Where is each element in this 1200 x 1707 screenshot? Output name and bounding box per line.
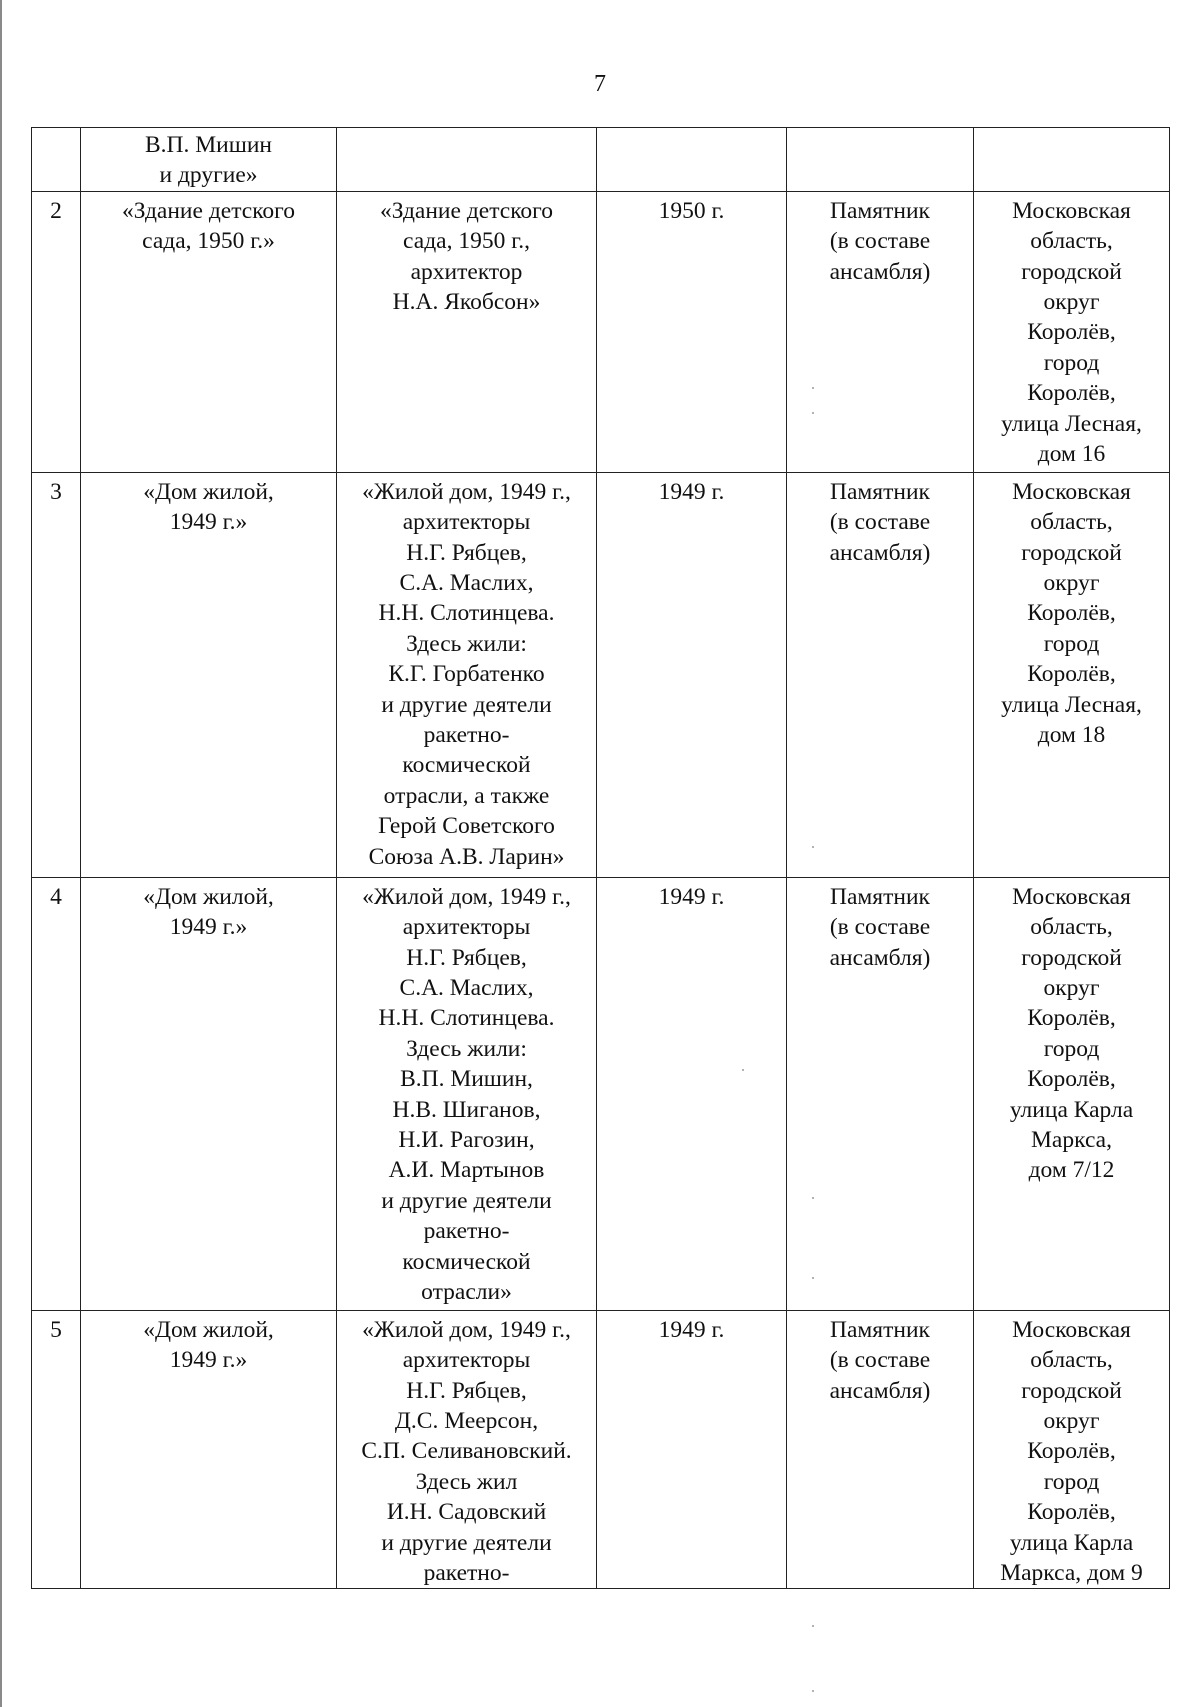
cell-address: Московская область, городской округ Королёв, город Королёв, улица Карла Маркса, дом 7/12 [974,877,1170,1310]
cell-address: Московская область, городской округ Королёв, город Королёв, улица Карла Маркса, дом 9 [974,1310,1170,1589]
cell-description: «Жилой дом, 1949 г., архитекторы Н.Г. Рябцев, С.А. Маслих, Н.Н. Слотинцева. Здесь жили: К.Г. Горбатенко и другие деятели ракетно- космической отрасли, а также Герой Советского Союза А.В. Ларин» [337,472,597,877]
table-row [32,1310,1170,1589]
scan-speck [812,1625,814,1627]
cell-number: 4 [32,877,81,1310]
cell-number [32,128,81,192]
cell-date: 1949 г. [597,1310,787,1589]
scan-speck [812,1690,814,1692]
scan-speck [812,846,814,848]
table-row [32,191,1170,472]
page-edge [0,0,2,1707]
cell-date: 1950 г. [597,191,787,472]
cell-name: «Здание детского сада, 1950 г.» [81,191,337,472]
monuments-table [31,127,1170,1589]
cell-date [597,128,787,192]
cell-description: «Жилой дом, 1949 г., архитекторы Н.Г. Рябцев, Д.С. Меерсон, С.П. Селивановский. Здесь жил И.Н. Садовский и другие деятели ракетно- [337,1310,597,1589]
cell-category [787,128,974,192]
table-row [32,472,1170,877]
cell-number: 5 [32,1310,81,1589]
cell-category: Памятник (в составе ансамбля) [787,191,974,472]
page-number: 7 [594,71,606,97]
cell-address: Московская область, городской округ Королёв, город Королёв, улица Лесная, дом 18 [974,472,1170,877]
scan-speck [812,412,814,414]
scan-speck [742,1069,744,1071]
scan-speck [812,1197,814,1199]
cell-name: «Дом жилой, 1949 г.» [81,472,337,877]
cell-number: 3 [32,472,81,877]
scan-speck [812,387,814,389]
table-row [32,877,1170,1310]
cell-address [974,128,1170,192]
cell-category: Памятник (в составе ансамбля) [787,877,974,1310]
cell-name: В.П. Мишин и другие» [81,128,337,192]
cell-name: «Дом жилой, 1949 г.» [81,1310,337,1589]
cell-address: Московская область, городской округ Королёв, город Королёв, улица Лесная, дом 16 [974,191,1170,472]
scan-speck [812,1277,814,1279]
cell-description [337,128,597,192]
cell-description: «Здание детского сада, 1950 г., архитектор Н.А. Якобсон» [337,191,597,472]
cell-date: 1949 г. [597,877,787,1310]
cell-description: «Жилой дом, 1949 г., архитекторы Н.Г. Рябцев, С.А. Маслих, Н.Н. Слотинцева. Здесь жили: В.П. Мишин, Н.В. Шиганов, Н.И. Рагозин, А.И. Мартынов и другие деятели ракетно- космической отрасли» [337,877,597,1310]
table-row-continuation [32,128,1170,192]
cell-category: Памятник (в составе ансамбля) [787,1310,974,1589]
cell-category: Памятник (в составе ансамбля) [787,472,974,877]
cell-name: «Дом жилой, 1949 г.» [81,877,337,1310]
cell-number: 2 [32,191,81,472]
cell-date: 1949 г. [597,472,787,877]
